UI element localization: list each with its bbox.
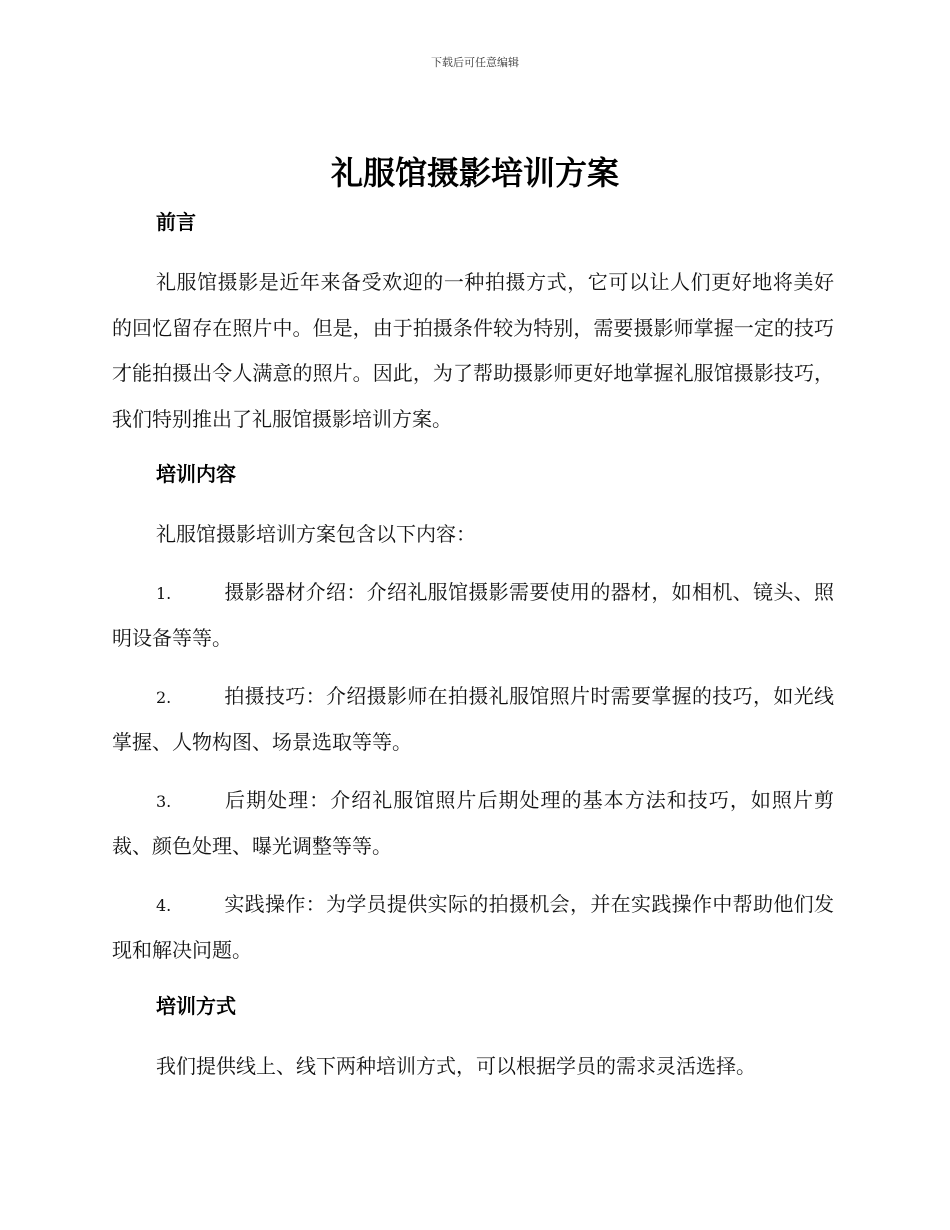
section-heading-content: 培训内容 [156, 462, 236, 486]
document-body [112, 204, 834, 1089]
section-heading-method: 培训方式 [156, 993, 236, 1018]
list-item [112, 778, 834, 870]
preface-paragraph: 礼服馆摄影是近年来备受欢迎的一种拍摄方式，它可以让人们更好地将美好的回忆留存在照片中。但是，由于拍摄条件较为特别，需要摄影师掌握一定的技巧才能拍摄出令人满意的照片。因此，为了帮助摄影师更好地掌握礼服馆摄影技巧，我们特别推出了礼服馆摄影培训方案。 [112, 270, 834, 431]
list-item [112, 882, 834, 974]
list-item-text: 拍摄技巧：介绍摄影师在拍摄礼服馆照片时需要掌握的技巧，如光线掌握、人物构图、场景选取等等。 [112, 683, 834, 754]
list-item-number: 2. [156, 687, 172, 707]
list-item-number: 1. [156, 583, 172, 603]
list-item [112, 674, 834, 766]
document-title: 礼服馆摄影培训方案 [330, 154, 619, 192]
list-item [112, 570, 834, 662]
method-paragraph: 我们提供线上、线下两种培训方式，可以根据学员的需求灵活选择。 [156, 1053, 756, 1078]
list-item-number: 3. [156, 791, 172, 811]
section-heading-preface: 前言 [156, 210, 196, 234]
content-intro-paragraph: 礼服馆摄影培训方案包含以下内容： [156, 522, 476, 546]
list-item-text: 后期处理：介绍礼服馆照片后期处理的基本方法和技巧，如照片剪裁、颜色处理、曝光调整等等。 [112, 787, 834, 858]
list-item-text: 摄影器材介绍：介绍礼服馆摄影需要使用的器材，如相机、镜头、照明设备等等。 [112, 579, 834, 650]
list-item-number: 4. [156, 895, 172, 915]
list-item-text: 实践操作：为学员提供实际的拍摄机会，并在实践操作中帮助他们发现和解决问题。 [112, 891, 834, 962]
page-header-note: 下载后可任意编辑 [431, 56, 519, 69]
